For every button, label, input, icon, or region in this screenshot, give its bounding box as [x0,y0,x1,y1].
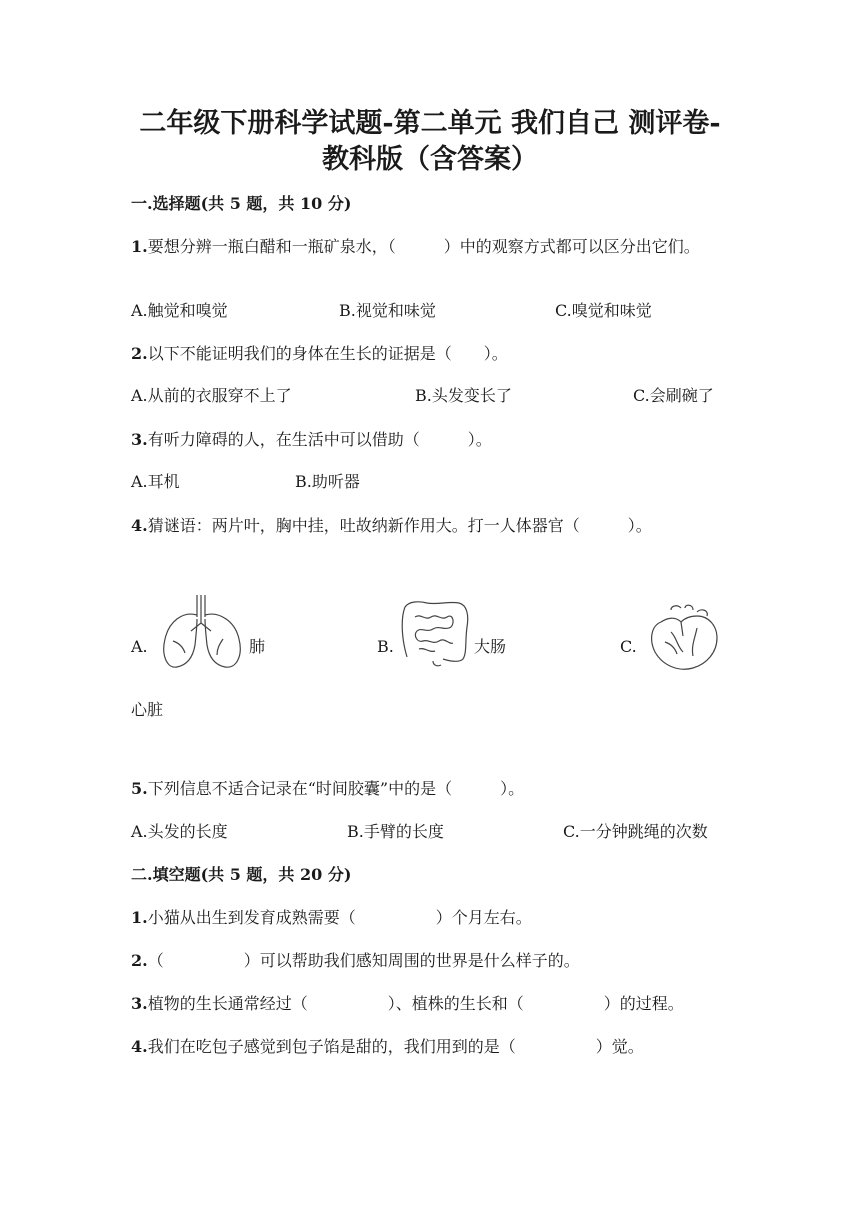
option-b-label: 大肠 [474,637,507,656]
question-1 [131,235,731,259]
question-number: 2. [131,951,148,970]
intestine-icon [397,597,473,669]
question-3 [131,428,731,452]
option-a: A.头发的长度 [131,822,228,841]
option-b: B.头发变长了 [415,386,512,405]
question-text: 以下不能证明我们的身体在生长的证据是（ ）。 [147,344,508,363]
fill-question-2 [131,949,731,973]
question-text: 要想分辨一瓶白醋和一瓶矿泉水，（ ）中的观察方式都可以区分出它们。 [147,237,700,256]
question-text: 猜谜语：两片叶，胸中挂，吐故纳新作用大。打一人体器官（ ）。 [147,516,652,535]
question-text: 小猫从出生到发育成熟需要（ ）个月左右。 [147,908,532,927]
option-c: C.嗅觉和味觉 [555,301,652,320]
section-heading-fill: 二.填空题(共 5 题，共 20 分) [131,865,352,884]
option-b: B.视觉和味觉 [339,301,436,320]
option-c: C.会刷碗了 [633,386,714,405]
question-5 [131,777,731,801]
heart-icon [641,602,725,674]
question-text: 植物的生长通常经过（ ）、植株的生长和（ ）的过程。 [147,994,684,1013]
page-title-line1: 二年级下册科学试题-第二单元 我们自己 测评卷- [139,108,721,139]
option-a: A.触觉和嗅觉 [131,301,228,320]
question-text: 有听力障碍的人，在生活中可以借助（ ）。 [147,430,492,449]
question-text: （ ）可以帮助我们感知周围的世界是什么样子的。 [147,951,580,970]
option-c-letter: C. [620,637,637,656]
question-number: 3. [131,994,148,1013]
option-c: C.一分钟跳绳的次数 [563,822,708,841]
option-a-label: 肺 [249,637,266,656]
question-number: 4. [131,516,148,535]
question-number: 5. [131,779,148,798]
option-c-label: 心脏 [131,700,164,719]
question-text: 下列信息不适合记录在“时间胶囊”中的是（ ）。 [147,779,525,798]
question-number: 1. [131,237,148,256]
option-b: B.助听器 [295,472,360,491]
question-number: 3. [131,430,148,449]
option-a: A.从前的衣服穿不上了 [131,386,292,405]
section-heading-choice: 一.选择题(共 5 题，共 10 分) [131,194,352,213]
option-b-letter: B. [377,637,394,656]
question-2 [131,342,731,366]
question-4 [131,514,731,538]
question-number: 1. [131,908,148,927]
option-a: A.耳机 [131,472,180,491]
lungs-icon [153,593,249,673]
fill-question-1 [131,906,731,930]
question-text: 我们在吃包子感觉到包子馅是甜的，我们用到的是（ ）觉。 [147,1037,644,1056]
fill-question-3 [131,992,731,1016]
page-title-line2: 教科版（含答案） [322,144,538,175]
option-b: B.手臂的长度 [347,822,444,841]
option-a-letter: A. [131,637,148,656]
question-number: 2. [131,344,148,363]
fill-question-4 [131,1035,731,1059]
question-number: 4. [131,1037,148,1056]
